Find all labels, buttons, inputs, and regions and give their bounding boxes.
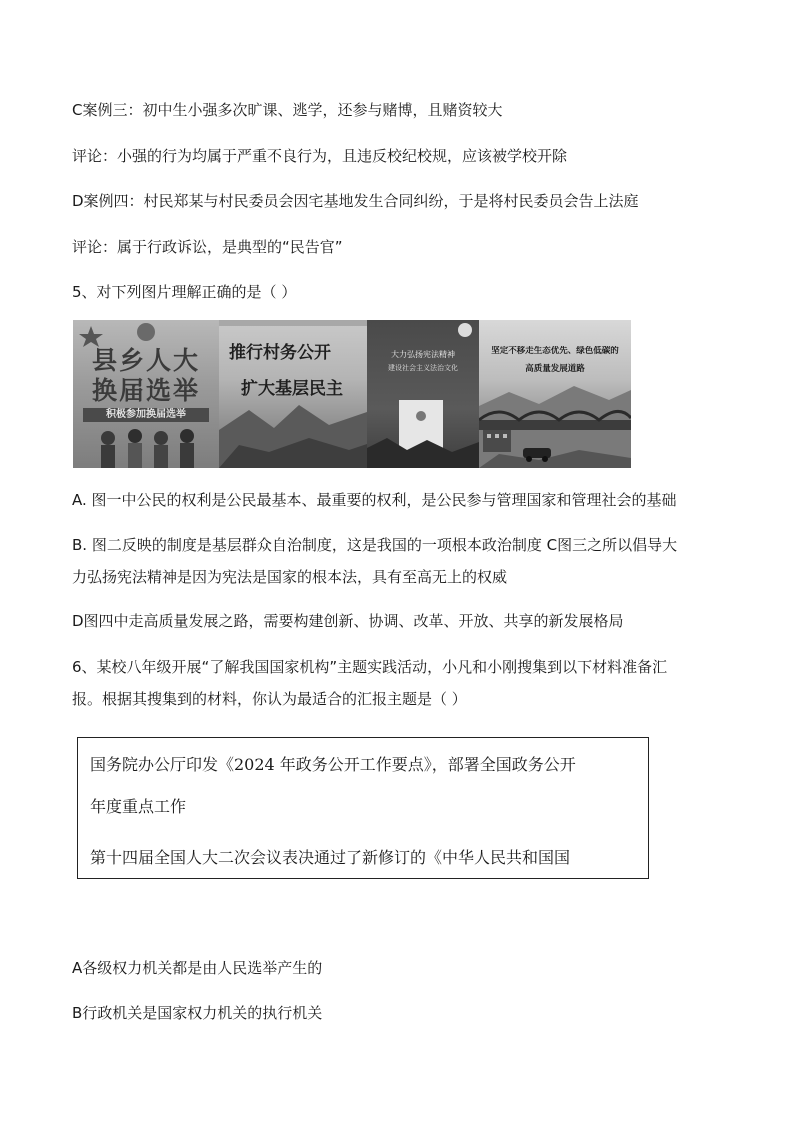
q6-option-a: A各级权力机关都是由人民选举产生的 — [72, 959, 323, 977]
material-line1: 国务院办公厅印发《2024 年政务公开工作要点》，部署全国政务公开 — [90, 755, 576, 774]
image-election-subtitle: 积极参加换届选举 — [106, 409, 186, 420]
q6-option-b: B行政机关是国家权力机关的执行机关 — [72, 1004, 323, 1022]
constitution-poster-art — [367, 320, 479, 468]
q5-option-d: D图四中走高质量发展之路，需要构建创新、协调、改革、开放、共享的新发展格局 — [72, 612, 624, 630]
image-election — [73, 320, 219, 468]
q5-stem: 5、对下列图片理解正确的是（ ） — [72, 283, 297, 301]
q5-option-b-line2: 力弘扬宪法精神是因为宪法是国家的根本法，具有至高无上的权威 — [72, 568, 508, 586]
q4-option-d: D案例四：村民郑某与村民委员会因宅基地发生合同纠纷，于是将村民委员会告上法庭 — [72, 192, 639, 210]
image-constitution — [367, 320, 479, 468]
image-green-line1: 坚定不移走生态优先、绿色低碳的 — [491, 346, 619, 356]
image-village-line1: 推行村务公开 — [229, 343, 331, 363]
q5-option-b-line1: B. 图二反映的制度是基层群众自治制度，这是我国的一项根本政治制度 C图三之所以倡导大 — [72, 536, 678, 554]
q6-stem-line2: 报。根据其搜集到的材料，你认为最适合的汇报主题是（ ） — [72, 690, 467, 708]
q4-option-c-comment: 评论：小强的行为均属于严重不良行为，且违反校纪校规，应该被学校开除 — [72, 147, 568, 165]
image-village-affairs — [219, 320, 367, 468]
q4-option-c: C案例三：初中生小强多次旷课、逃学，还参与赌博，且赌资较大 — [72, 101, 503, 119]
image-constitution-line1: 大力弘扬宪法精神 — [391, 350, 455, 359]
image-constitution-line2: 建设社会主义法治文化 — [388, 364, 458, 372]
q6-material-box — [77, 737, 649, 879]
image-green-line2: 高质量发展道路 — [525, 364, 585, 374]
q4-option-d-comment: 评论：属于行政诉讼，是典型的“民告官” — [72, 238, 343, 256]
image-village-line2: 扩大基层民主 — [241, 379, 343, 399]
image-green-development — [479, 320, 631, 468]
material-line3: 第十四届全国人大二次会议表决通过了新修订的《中华人民共和国国 — [90, 848, 571, 867]
material-line2: 年度重点工作 — [90, 797, 187, 816]
q5-option-a: A. 图一中公民的权利是公民最基本、最重要的权利，是公民参与管理国家和管理社会的基础 — [72, 491, 677, 509]
q5-image-row — [73, 320, 633, 468]
image-election-title: 县乡人大换届选举 — [91, 346, 200, 405]
q6-stem-line1: 6、某校八年级开展“了解我国国家机构”主题实践活动，小凡和小刚搜集到以下材料准备汇 — [72, 658, 668, 676]
green-development-poster-art — [479, 320, 631, 468]
